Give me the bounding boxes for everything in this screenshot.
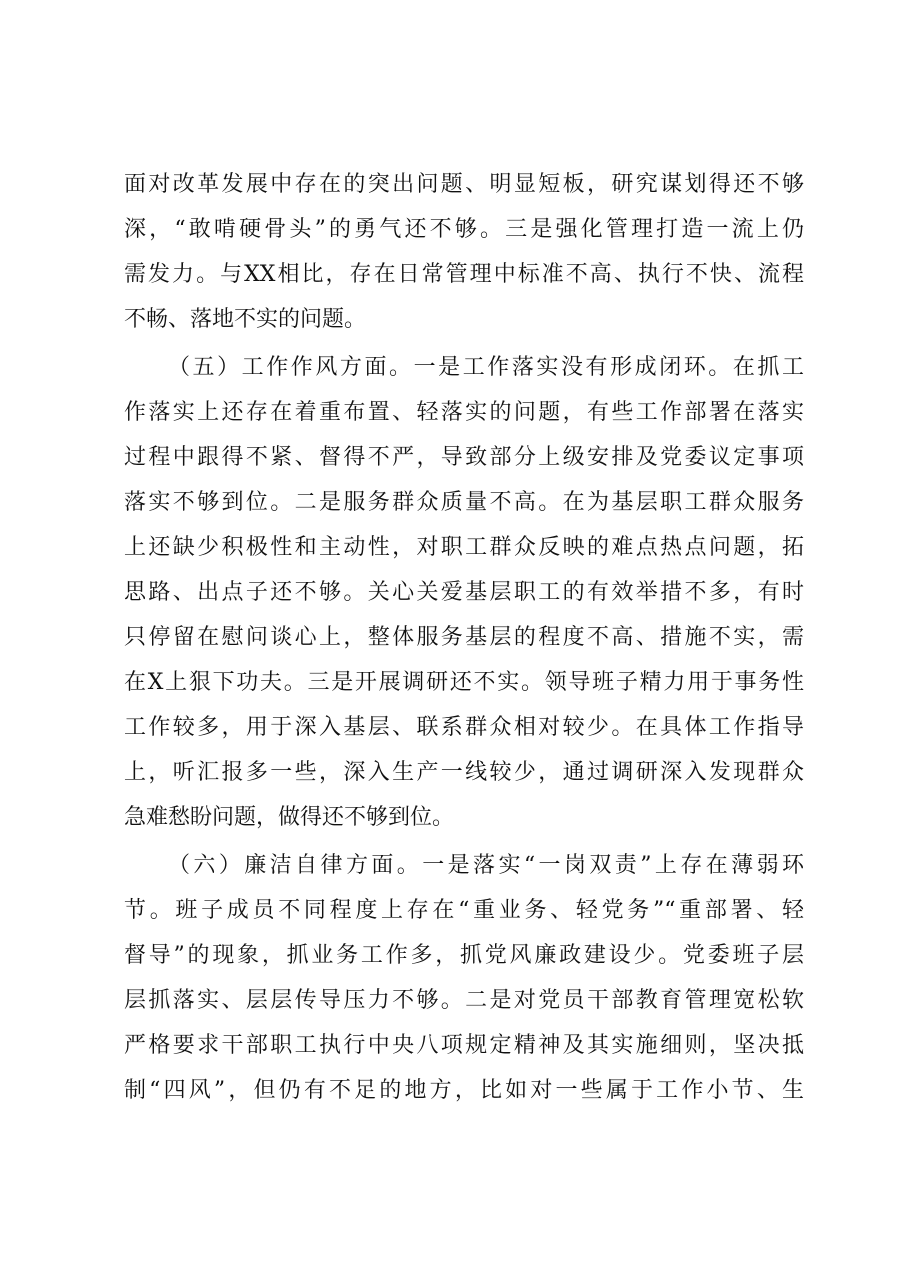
text-line: 制“四风”，但仍有不足的地方，比如对一些属于工作小节、生 xyxy=(124,1078,804,1103)
text-line: 工作较多，用于深入基层、联系群众相对较少。在具体工作指导 xyxy=(124,715,804,740)
text-line: 上还缺少积极性和主动性，对职工群众反映的难点热点问题，拓 xyxy=(124,535,804,560)
text-line: 思路、出点子还不够。关心关爱基层职工的有效举措不多，有时 xyxy=(124,580,804,605)
text-line: 上，听汇报多一些，深入生产一线较少，通过调研深入发现群众 xyxy=(124,760,804,785)
text-line: 过程中跟得不紧、督得不严，导致部分上级安排及党委议定事项 xyxy=(124,445,804,470)
text-line: 节。班子成员不同程度上存在“重业务、轻党务”“重部署、轻 xyxy=(124,898,804,923)
text-line: 只停留在慰问谈心上，整体服务基层的程度不高、措施不实，需 xyxy=(124,625,804,650)
paragraph xyxy=(124,843,804,1113)
text-line: 面对改革发展中存在的突出问题、明显短板，研究谋划得还不够 xyxy=(124,172,804,197)
text-line: 层抓落实、层层传导压力不够。二是对党员干部教育管理宽松软 xyxy=(124,988,804,1013)
text-line: 需发力。与XX相比，存在日常管理中标准不高、执行不快、流程 xyxy=(124,262,804,287)
text-line: （六）廉洁自律方面。一是落实“一岗双责”上存在薄弱环 xyxy=(168,853,804,878)
text-line: 在X上狠下功夫。三是开展调研还不实。领导班子精力用于事务性 xyxy=(124,670,804,695)
text-line: 深，“敢啃硬骨头”的勇气还不够。三是强化管理打造一流上仍 xyxy=(124,217,804,242)
text-line: 督导”的现象，抓业务工作多，抓党风廉政建设少。党委班子层 xyxy=(124,943,804,968)
text-line: （五）工作作风方面。一是工作落实没有形成闭环。在抓工 xyxy=(168,355,804,380)
text-line: 不畅、落地不实的问题。 xyxy=(124,307,367,332)
text-line: 落实不够到位。二是服务群众质量不高。在为基层职工群众服务 xyxy=(124,490,804,515)
text-line: 急难愁盼问题，做得还不够到位。 xyxy=(124,805,455,830)
text-line: 作落实上还存在着重布置、轻落实的问题，有些工作部署在落实 xyxy=(124,400,804,425)
document-body xyxy=(124,162,804,1113)
paragraph xyxy=(124,345,804,840)
text-line: 严格要求干部职工执行中央八项规定精神及其实施细则，坚决抵 xyxy=(124,1033,804,1058)
paragraph xyxy=(124,162,804,342)
